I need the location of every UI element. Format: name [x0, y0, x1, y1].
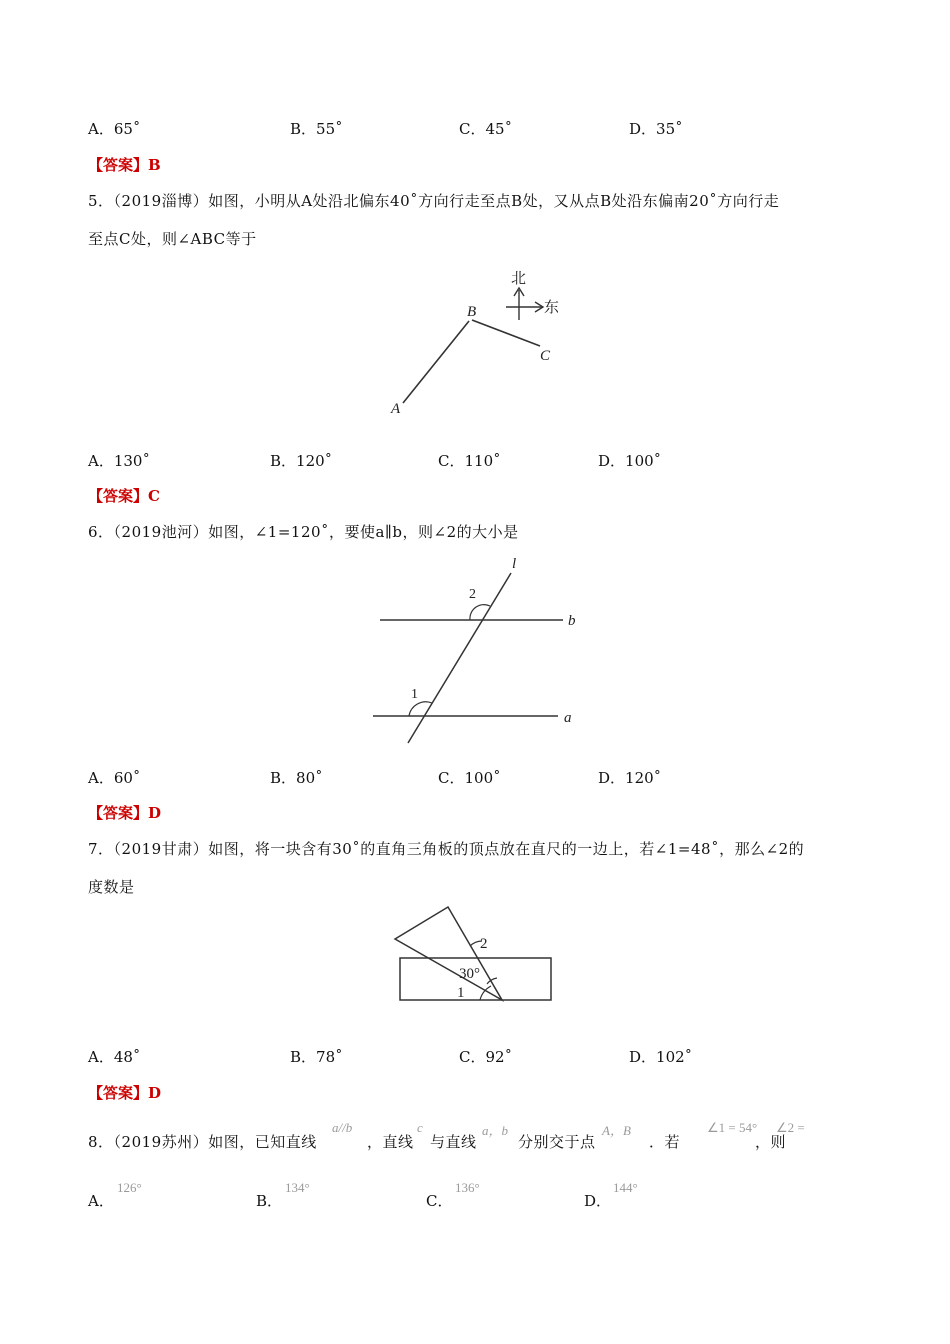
- q5-label-east: 东: [544, 300, 560, 316]
- q5-label-c: C: [540, 348, 551, 364]
- q7-label-angle2: 2: [480, 936, 488, 952]
- q4-option-d: D．35˚: [629, 120, 683, 138]
- q8-option-b-letter: B．: [256, 1192, 283, 1210]
- q5-option-b: B．120˚: [270, 452, 333, 470]
- q6-label-angle2: 2: [469, 587, 476, 602]
- q4-option-b: B．55˚: [290, 120, 343, 138]
- q4-option-a: A．65˚: [88, 120, 141, 138]
- q6-label-b: b: [568, 613, 576, 629]
- q5-label-b: B: [467, 304, 477, 320]
- q5-option-c: C．110˚: [438, 452, 501, 470]
- q8-option-d-letter: D．: [584, 1192, 612, 1210]
- answer-label: 【答案】: [88, 804, 149, 822]
- q7-text-line2: 度数是: [88, 878, 135, 896]
- q8-text-mid1: ，直线: [367, 1133, 414, 1151]
- q8-text-mid4: ．若: [649, 1133, 681, 1151]
- q8-option-d-value: 144°: [613, 1180, 638, 1195]
- q8-math-ab: a，b: [482, 1123, 509, 1138]
- q6-option-b: B．80˚: [270, 769, 323, 787]
- answer-value: D: [148, 804, 162, 822]
- q6-label-angle1: 1: [411, 687, 418, 702]
- q8-text-mid2: 与直线: [430, 1133, 477, 1151]
- q8-option-a-value: 126°: [117, 1180, 142, 1195]
- q5-option-d: D．100˚: [598, 452, 662, 470]
- answer-label: 【答案】: [88, 1084, 149, 1102]
- q8-math-angle2: ∠2 =: [776, 1120, 805, 1135]
- answer-label: 【答案】: [88, 156, 149, 174]
- q5-option-a: A．130˚: [88, 452, 150, 470]
- q6-label-l: l: [512, 556, 517, 572]
- q7-label-angle30: 30°: [459, 966, 480, 982]
- q6-option-c: C．100˚: [438, 769, 501, 787]
- q7-option-a: A．48˚: [88, 1048, 141, 1066]
- q8-math-points: A，B: [602, 1123, 631, 1138]
- q8-option-c-value: 136°: [455, 1180, 480, 1195]
- q5-label-north: 北: [511, 271, 527, 287]
- q6-label-a: a: [564, 710, 572, 726]
- q7-option-d: D．102˚: [629, 1048, 693, 1066]
- answer-value: D: [148, 1084, 162, 1102]
- q7-answer: [88, 1082, 161, 1103]
- q8-math-c: c: [417, 1120, 423, 1135]
- q5-text-line2: 至点C处，则∠ABC等于: [88, 230, 257, 248]
- q8-text-mid3: 分别交于点: [518, 1133, 596, 1151]
- q7-triangle: [395, 907, 502, 1000]
- q8-math-angle1: ∠1 = 54°: [707, 1120, 758, 1135]
- q6-option-d: D．120˚: [598, 769, 662, 787]
- q8-text-prefix: 8．（2019苏州）如图，已知直线: [88, 1133, 317, 1151]
- q5-text-line1: 5．（2019淄博）如图，小明从A处沿北偏东40˚方向行走至点B处，又从点B处沿东偏南20˚方向行走: [88, 192, 780, 210]
- q8-option-c-letter: C．: [426, 1192, 453, 1210]
- q8-text-mid5: ，则: [755, 1133, 787, 1151]
- answer-value: B: [148, 156, 161, 174]
- q8-math-parallel: a//b: [332, 1120, 353, 1135]
- q7-option-b: B．78˚: [290, 1048, 343, 1066]
- q8-option-a-letter: A．: [88, 1192, 114, 1210]
- answer-label: 【答案】: [88, 487, 149, 505]
- q4-option-c: C．45˚: [459, 120, 513, 138]
- q6-option-a: A．60˚: [88, 769, 141, 787]
- q7-text-line1: 7．（2019甘肃）如图，将一块含有30˚的直角三角板的顶点放在直尺的一边上，若∠1=48˚，那么∠2的: [88, 840, 805, 858]
- answer-value: C: [148, 487, 160, 505]
- q7-option-c: C．92˚: [459, 1048, 513, 1066]
- q7-label-angle1: 1: [457, 985, 465, 1001]
- q6-text-line1: 6．（2019池河）如图，∠1=120˚，要使a∥b，则∠2的大小是: [88, 523, 519, 541]
- q5-label-a: A: [391, 401, 401, 417]
- q8-option-b-value: 134°: [285, 1180, 310, 1195]
